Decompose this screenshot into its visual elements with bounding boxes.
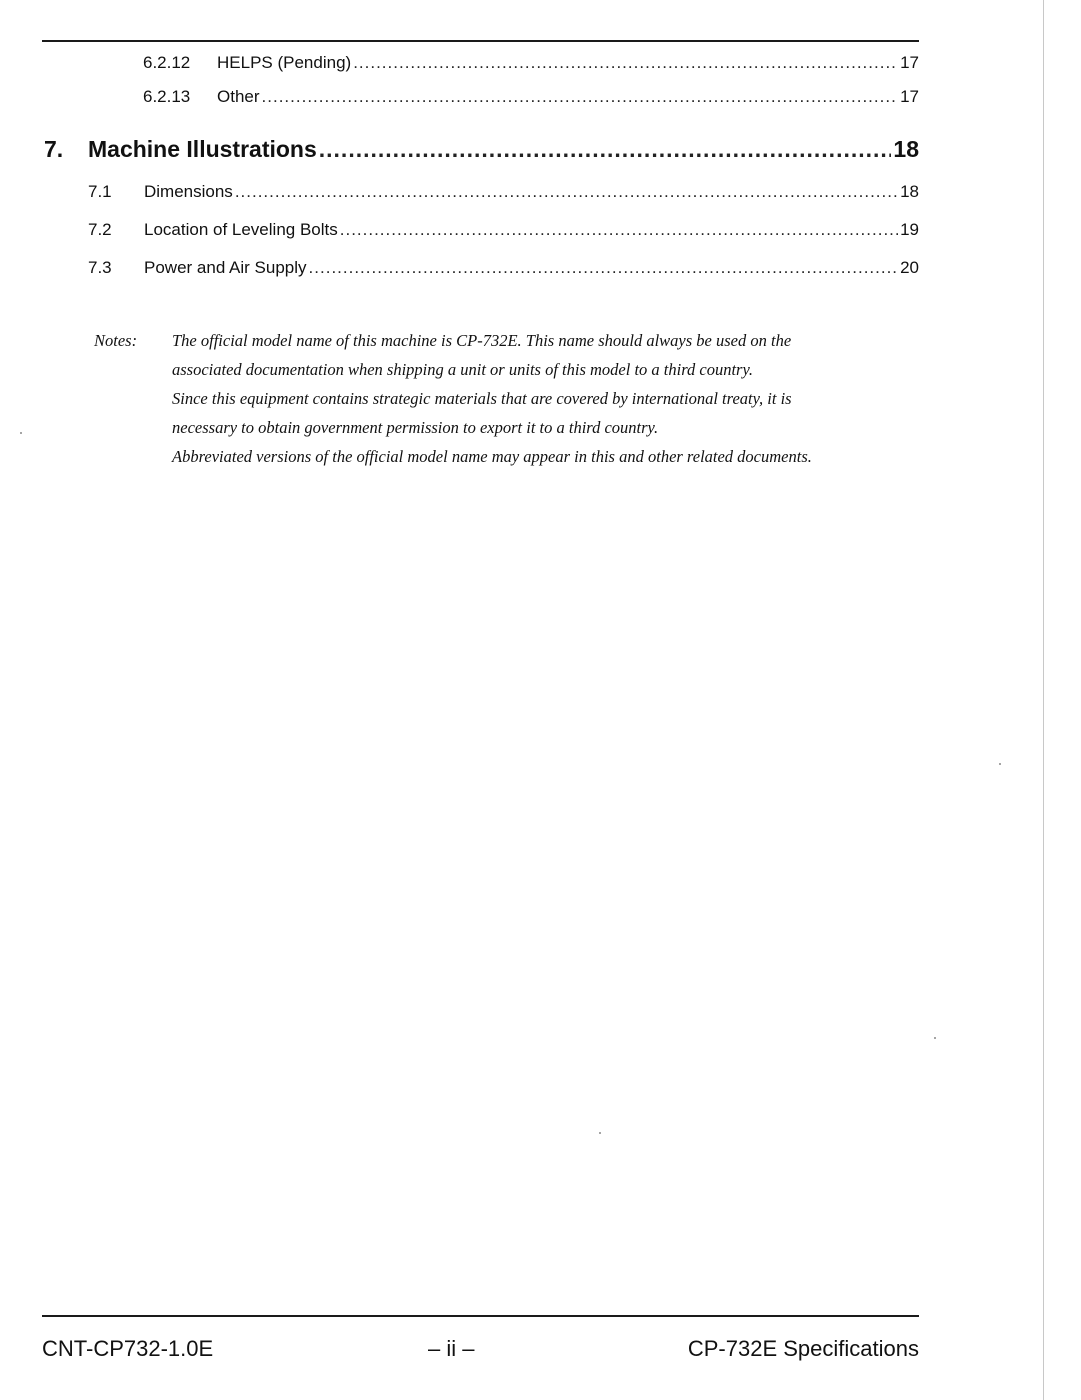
toc-entry-page: 19 [900, 220, 919, 239]
dot-leader [319, 136, 892, 163]
footer-rule [42, 1315, 919, 1317]
notes-line: Since this equipment contains strategic materials that are covered by international treaty, it is [172, 389, 792, 408]
toc-entry-number: 6.2.13 [143, 87, 191, 106]
toc-entry-number: 6.2.12 [143, 53, 191, 72]
scan-speck [599, 1132, 601, 1134]
notes-line: necessary to obtain government permission to export it to a third country. [172, 418, 659, 437]
notes-label: Notes: [94, 331, 138, 350]
header-rule [42, 40, 919, 42]
dot-leader [262, 87, 899, 107]
footer-doc-number: CNT-CP732-1.0E [42, 1336, 214, 1361]
toc-entry-page: 17 [900, 87, 919, 106]
notes-line: The official model name of this machine is CP-732E. This name should always be used on the [172, 331, 792, 350]
notes-line: Abbreviated versions of the official model name may appear in this and other related documents. [172, 447, 812, 466]
toc-chapter-number: 7. [44, 136, 64, 162]
toc-entry-title: Other [217, 87, 260, 106]
notes-line: associated documentation when shipping a unit or units of this model to a third country. [172, 360, 753, 379]
toc-entry-page: 20 [900, 258, 919, 277]
scan-speck [20, 432, 22, 434]
footer-page-number: – ii – [428, 1336, 475, 1361]
scan-speck [934, 1037, 936, 1039]
toc-chapter-page: 18 [893, 136, 919, 162]
dot-leader [340, 220, 898, 240]
footer-doc-title: CP-732E Specifications [687, 1336, 919, 1361]
notes-body [172, 326, 924, 471]
dot-leader [353, 53, 898, 73]
toc-entry-title: Location of Leveling Bolts [144, 220, 338, 239]
toc-entry-title: Dimensions [144, 182, 233, 201]
toc-entry-number: 7.3 [88, 258, 112, 277]
toc-entry-number: 7.1 [88, 182, 112, 201]
dot-leader [309, 258, 899, 278]
dot-leader [235, 182, 898, 202]
toc-entry-title: Power and Air Supply [144, 258, 307, 277]
toc-entry-page: 17 [900, 53, 919, 72]
page-edge-line [1043, 0, 1044, 1400]
toc-entry-number: 7.2 [88, 220, 112, 239]
scan-speck [999, 763, 1001, 765]
toc-chapter-title: Machine Illustrations [88, 136, 317, 162]
toc-entry-page: 18 [900, 182, 919, 201]
toc-entry-title: HELPS (Pending) [217, 53, 352, 72]
